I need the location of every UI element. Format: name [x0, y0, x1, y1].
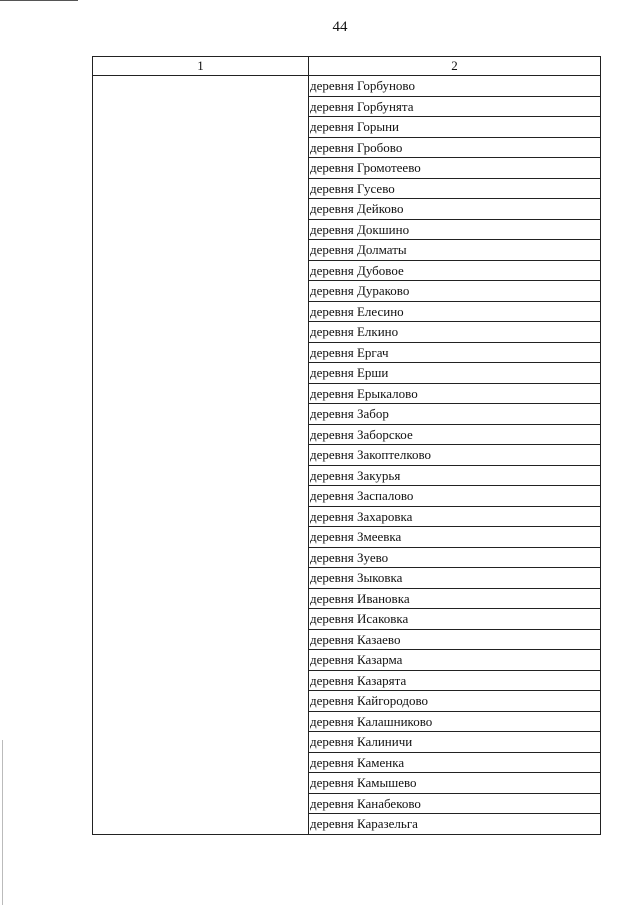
settlement-name-cell: деревня Горыни: [309, 117, 601, 138]
settlement-name-cell: деревня Канабеково: [309, 793, 601, 814]
column-1-merged-cell: [93, 76, 309, 835]
settlement-name-cell: деревня Ергач: [309, 342, 601, 363]
column-header-2: 2: [309, 57, 601, 76]
table-row: [93, 76, 601, 97]
settlement-name-cell: деревня Камышево: [309, 773, 601, 794]
settlement-name-cell: деревня Зыковка: [309, 568, 601, 589]
settlement-name-cell: деревня Заспалово: [309, 486, 601, 507]
table-header-row: [93, 57, 601, 76]
settlement-name-cell: деревня Заборское: [309, 424, 601, 445]
settlement-name-cell: деревня Елкино: [309, 322, 601, 343]
settlement-name-cell: деревня Казаево: [309, 629, 601, 650]
settlement-name-cell: деревня Казарма: [309, 650, 601, 671]
settlement-name-cell: деревня Елесино: [309, 301, 601, 322]
settlement-name-cell: деревня Закурья: [309, 465, 601, 486]
settlement-name-cell: деревня Горбунята: [309, 96, 601, 117]
settlement-name-cell: деревня Ерши: [309, 363, 601, 384]
settlement-name-cell: деревня Громотеево: [309, 158, 601, 179]
settlement-name-cell: деревня Змеевка: [309, 527, 601, 548]
settlement-name-cell: деревня Гусево: [309, 178, 601, 199]
settlement-name-cell: деревня Дураково: [309, 281, 601, 302]
settlements-table: [92, 56, 601, 835]
settlement-name-cell: деревня Калиничи: [309, 732, 601, 753]
settlement-name-cell: деревня Ерыкалово: [309, 383, 601, 404]
settlement-name-cell: деревня Дубовое: [309, 260, 601, 281]
settlement-name-cell: деревня Исаковка: [309, 609, 601, 630]
settlement-name-cell: деревня Закоптелково: [309, 445, 601, 466]
settlement-name-cell: деревня Кайгородово: [309, 691, 601, 712]
settlement-name-cell: деревня Калашниково: [309, 711, 601, 732]
settlement-name-cell: деревня Каменка: [309, 752, 601, 773]
table-body: [93, 76, 601, 835]
scan-artifact-line: [2, 740, 3, 905]
settlement-name-cell: деревня Ивановка: [309, 588, 601, 609]
settlement-name-cell: деревня Дейково: [309, 199, 601, 220]
settlement-name-cell: деревня Забор: [309, 404, 601, 425]
settlement-name-cell: деревня Долматы: [309, 240, 601, 261]
page-number: 44: [332, 19, 348, 35]
settlement-name-cell: деревня Горбуново: [309, 76, 601, 97]
settlement-name-cell: деревня Каразельга: [309, 814, 601, 835]
settlement-name-cell: деревня Докшино: [309, 219, 601, 240]
settlement-name-cell: деревня Зуево: [309, 547, 601, 568]
settlement-name-cell: деревня Казарята: [309, 670, 601, 691]
scan-artifact-line: [0, 0, 78, 1]
settlement-name-cell: деревня Гробово: [309, 137, 601, 158]
column-header-1: 1: [93, 57, 309, 76]
settlement-name-cell: деревня Захаровка: [309, 506, 601, 527]
